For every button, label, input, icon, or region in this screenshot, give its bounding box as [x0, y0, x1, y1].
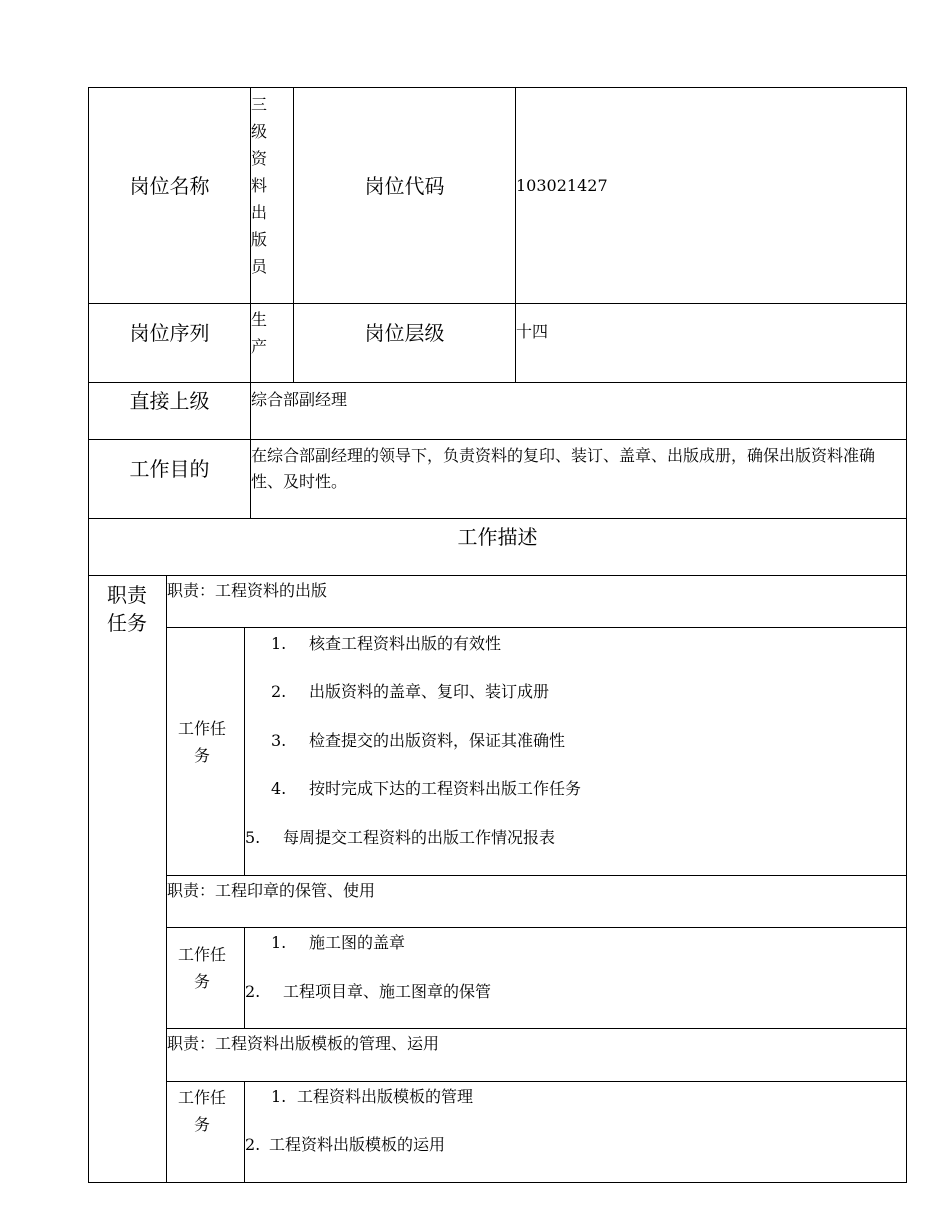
work-description-title: 工作描述 — [457, 525, 538, 549]
work-task-label: 工作任务 — [177, 719, 226, 765]
work-purpose-label: 工作目的 — [129, 457, 210, 481]
task-text: 工程资料出版模板的运用 — [269, 1135, 446, 1154]
position-code-value: 103021427 — [516, 176, 608, 195]
table-rule — [88, 518, 907, 519]
task-item — [271, 680, 549, 704]
duties-label: 职责任务 — [107, 583, 147, 635]
task-number: 3. — [271, 731, 287, 750]
table-rule — [166, 1028, 907, 1029]
task-item — [245, 980, 491, 1004]
position-code-label: 岗位代码 — [364, 174, 445, 198]
task-item — [245, 1133, 445, 1157]
task-text: 施工图的盖章 — [309, 933, 406, 952]
table-rule — [88, 303, 907, 304]
task-item — [245, 826, 555, 850]
table-rule — [88, 87, 907, 88]
task-text: 工程项目章、施工图章的保管 — [283, 982, 492, 1001]
task-number: 1. — [271, 634, 287, 653]
position-series-label: 岗位序列 — [129, 321, 210, 345]
position-name-label: 岗位名称 — [129, 174, 210, 198]
table-rule — [88, 87, 89, 1183]
task-text: 按时完成下达的工程资料出版工作任务 — [309, 779, 582, 798]
table-rule — [166, 1081, 907, 1082]
table-rule — [88, 1182, 907, 1183]
work-purpose-value: 在综合部副经理的领导下，负责资料的复印、装订、盖章、出版成册，确保出版资料准确性、及时性。 — [251, 446, 876, 491]
table-rule — [166, 875, 907, 876]
direct-superior-label: 直接上级 — [129, 389, 210, 413]
task-item — [271, 777, 581, 801]
task-number: 4. — [271, 779, 287, 798]
task-item — [271, 1085, 473, 1109]
table-rule — [166, 927, 907, 928]
position-level-value: 十四 — [516, 322, 549, 341]
task-item — [271, 632, 501, 656]
task-number: 2. — [245, 982, 261, 1001]
table-rule — [906, 87, 907, 1183]
task-text: 核查工程资料出版的有效性 — [309, 634, 502, 653]
work-task-label: 工作任务 — [177, 1088, 226, 1134]
table-rule — [166, 627, 907, 628]
task-text: 出版资料的盖章、复印、装订成册 — [309, 682, 550, 701]
table-rule — [88, 575, 907, 576]
task-text: 每周提交工程资料的出版工作情况报表 — [283, 828, 556, 847]
table-rule — [88, 382, 907, 383]
task-number: 5. — [245, 828, 261, 847]
task-item — [271, 931, 405, 955]
position-level-label: 岗位层级 — [364, 321, 445, 345]
duty-title: 职责：工程资料出版模板的管理、运用 — [167, 1034, 440, 1053]
table-rule — [244, 927, 245, 1029]
task-text: 检查提交的出版资料，保证其准确性 — [309, 731, 566, 750]
duty-title: 职责：工程印章的保管、使用 — [167, 881, 376, 900]
direct-superior-value: 综合部副经理 — [251, 390, 348, 409]
task-item — [271, 729, 565, 753]
position-name-value: 三级资料出版员 — [251, 95, 268, 276]
position-series-value: 生产 — [251, 310, 268, 356]
table-rule — [88, 439, 907, 440]
task-number: 2. — [245, 1135, 261, 1154]
duty-title: 职责：工程资料的出版 — [167, 581, 328, 600]
task-number: 2. — [271, 682, 287, 701]
table-rule — [244, 1081, 245, 1183]
work-task-label: 工作任务 — [177, 945, 226, 991]
task-number: 1. — [271, 1087, 287, 1106]
task-number: 1. — [271, 933, 287, 952]
task-text: 工程资料出版模板的管理 — [297, 1087, 474, 1106]
